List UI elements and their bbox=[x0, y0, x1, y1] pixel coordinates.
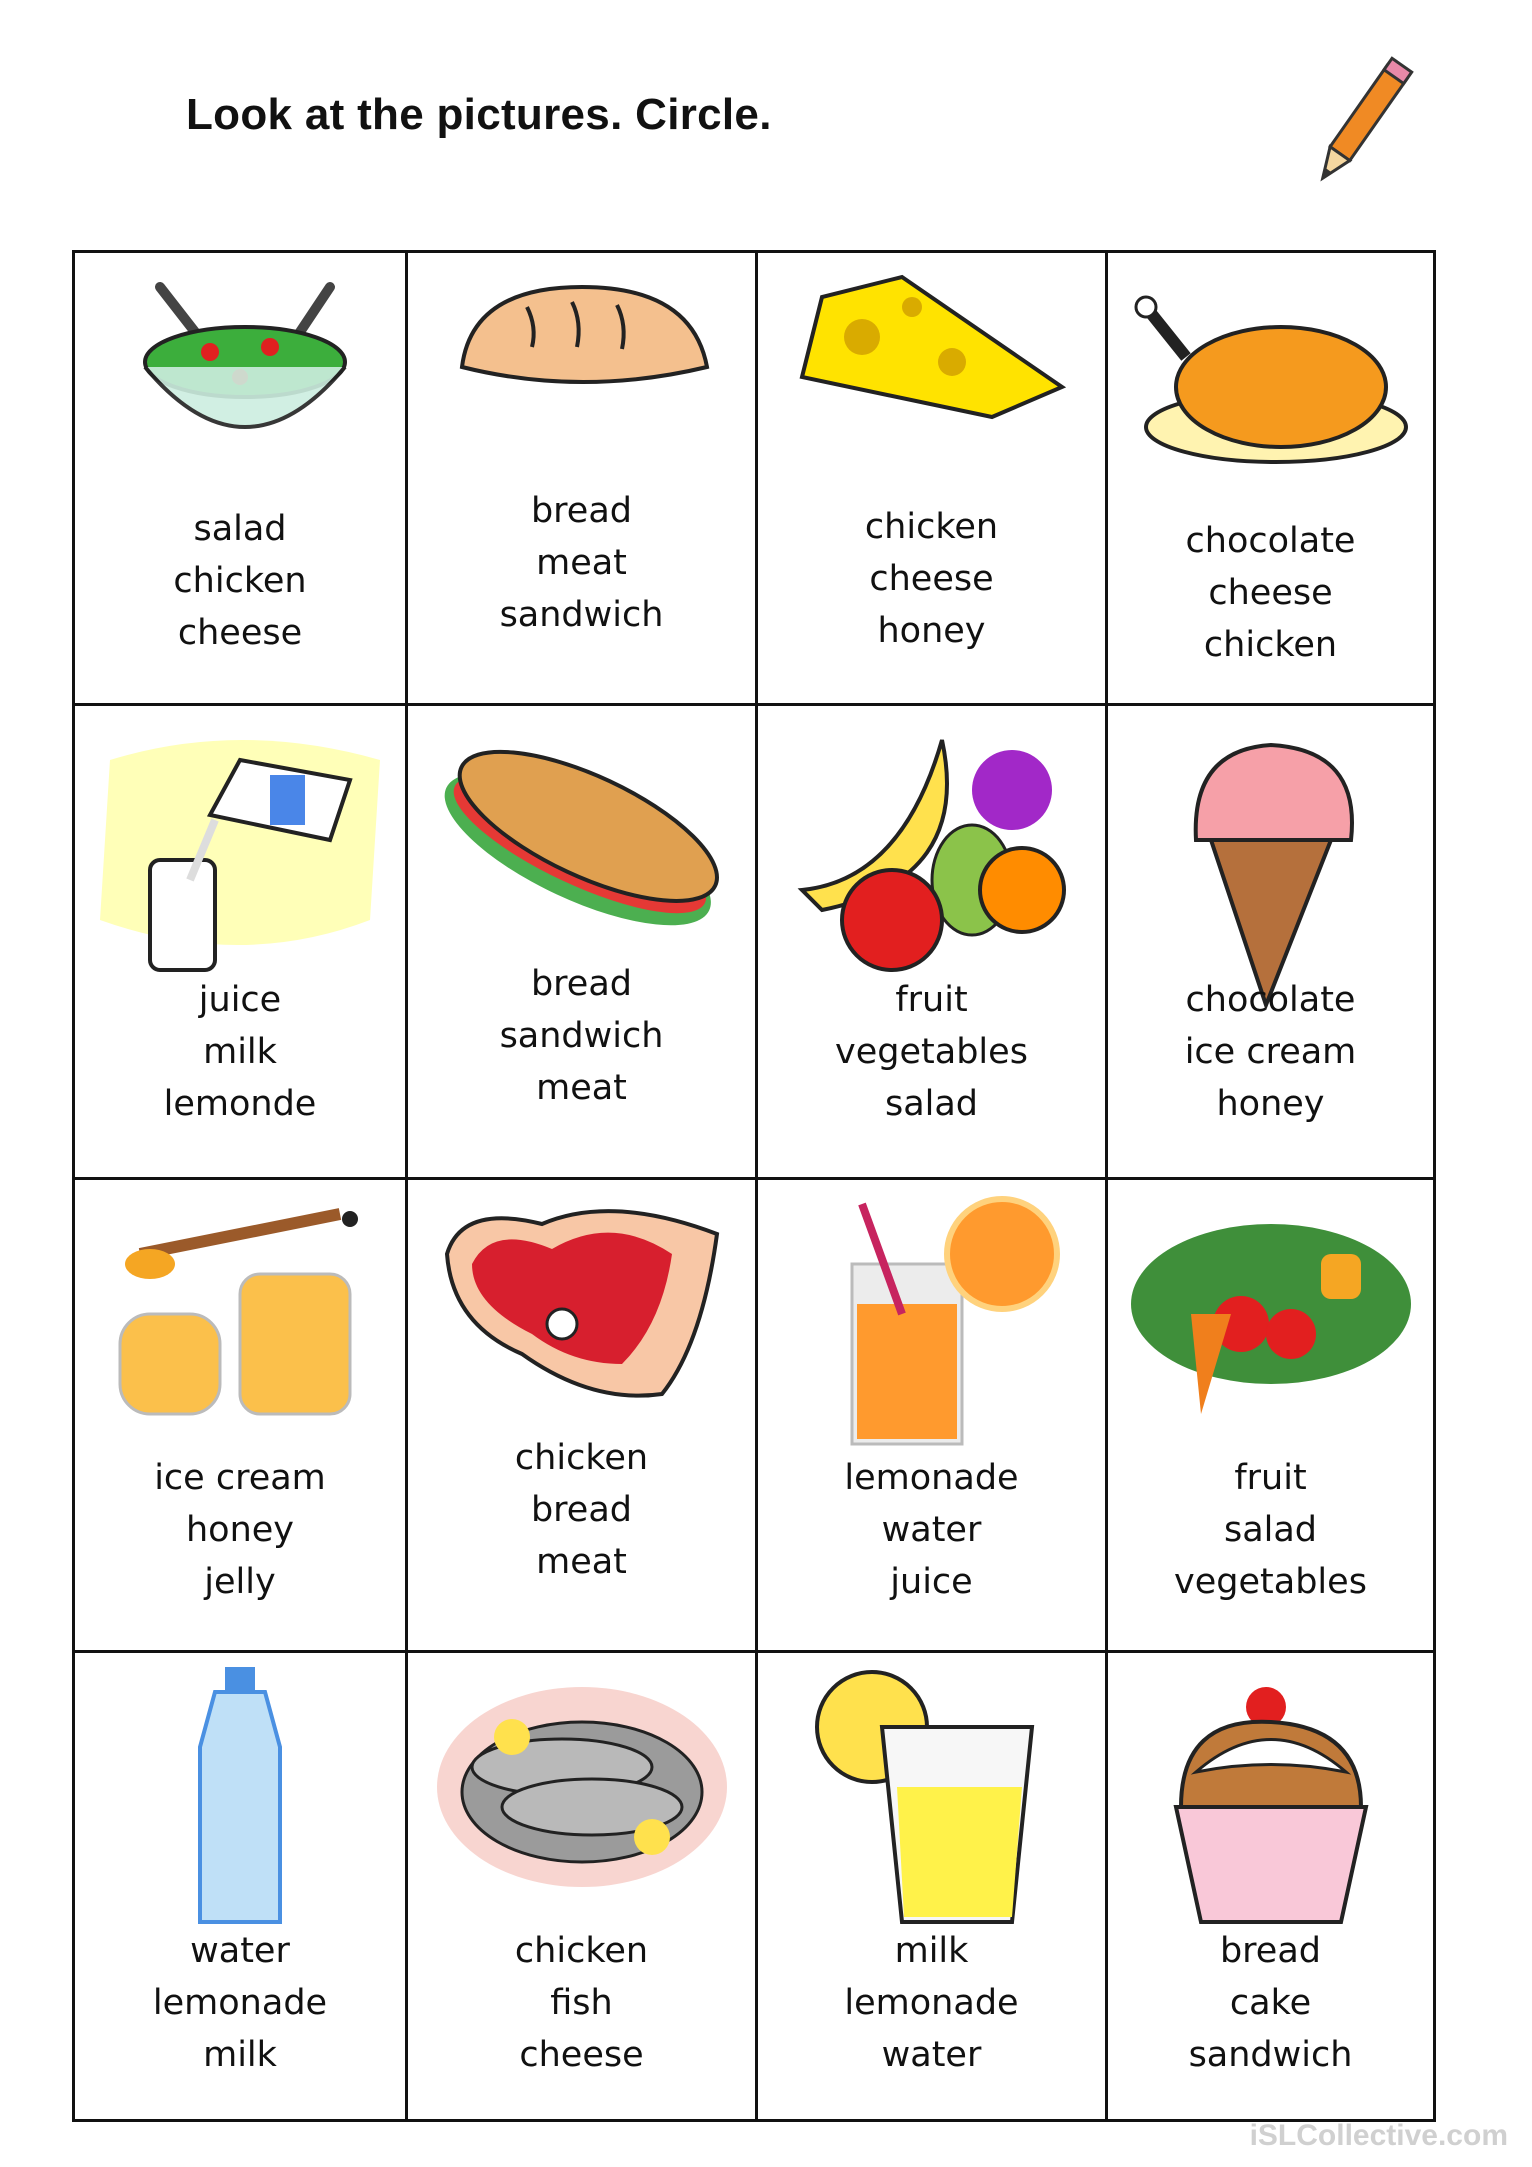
fruit-icon bbox=[782, 720, 1082, 984]
word-option[interactable]: cake bbox=[1229, 1983, 1312, 2023]
meat-icon bbox=[432, 1194, 732, 1418]
food-cell bbox=[1108, 1180, 1433, 1650]
honey-icon bbox=[100, 1194, 380, 1438]
food-grid bbox=[72, 250, 1436, 2122]
word-option[interactable]: meat bbox=[536, 1068, 627, 1108]
word-option[interactable]: chicken bbox=[864, 507, 999, 547]
cheese-icon bbox=[792, 267, 1072, 441]
word-choices bbox=[1108, 974, 1433, 1130]
word-option[interactable]: meat bbox=[536, 543, 627, 583]
word-choices bbox=[408, 485, 755, 641]
word-option[interactable]: cheese bbox=[1208, 573, 1333, 613]
word-option[interactable]: salad bbox=[1223, 1510, 1318, 1550]
word-option[interactable]: ice cream bbox=[154, 1458, 326, 1498]
food-cell bbox=[75, 1653, 405, 2119]
food-cell bbox=[408, 1180, 755, 1650]
word-option[interactable]: chicken bbox=[1203, 625, 1338, 665]
word-option[interactable]: honey bbox=[185, 1510, 295, 1550]
food-cell bbox=[758, 706, 1105, 1177]
word-option[interactable]: milk bbox=[203, 2035, 277, 2075]
word-option[interactable]: ice cream bbox=[1184, 1032, 1357, 1072]
fish-icon bbox=[432, 1667, 732, 1901]
word-choices bbox=[408, 958, 755, 1114]
food-cell bbox=[75, 253, 405, 703]
food-cell bbox=[1108, 253, 1433, 703]
word-option[interactable]: chicken bbox=[514, 1438, 649, 1478]
word-choices bbox=[758, 974, 1105, 1130]
word-option[interactable]: lemonade bbox=[844, 1983, 1019, 2023]
word-option[interactable]: salad bbox=[884, 1084, 979, 1124]
food-cell bbox=[408, 706, 755, 1177]
word-option[interactable]: meat bbox=[536, 1542, 627, 1582]
word-option[interactable]: bread bbox=[530, 1490, 633, 1530]
word-option[interactable]: lemonade bbox=[152, 1983, 328, 2023]
food-cell bbox=[758, 1653, 1105, 2119]
juice-icon bbox=[802, 1194, 1062, 1458]
word-option[interactable]: sandwich bbox=[499, 595, 664, 635]
vegetables-icon bbox=[1121, 1194, 1421, 1428]
word-option[interactable]: cheese bbox=[869, 559, 994, 599]
lemonade-icon bbox=[812, 1667, 1052, 1931]
word-option[interactable]: water bbox=[190, 1931, 290, 1971]
word-choices bbox=[758, 1925, 1105, 2081]
word-option[interactable]: bread bbox=[530, 491, 633, 531]
watermark: iSLCollective.com bbox=[1249, 2119, 1508, 2152]
food-cell bbox=[408, 253, 755, 703]
food-cell bbox=[75, 706, 405, 1177]
word-option[interactable]: chicken bbox=[173, 561, 307, 601]
word-option[interactable]: water bbox=[881, 1510, 982, 1550]
word-option[interactable]: fish bbox=[550, 1983, 613, 2023]
word-choices bbox=[408, 1925, 755, 2081]
food-cell bbox=[408, 1653, 755, 2119]
word-option[interactable]: bread bbox=[1219, 1931, 1322, 1971]
word-choices bbox=[75, 1925, 405, 2081]
word-choices bbox=[75, 974, 405, 1130]
sandwich-icon bbox=[432, 720, 732, 964]
word-option[interactable]: sandwich bbox=[1188, 2035, 1353, 2075]
word-choices bbox=[75, 503, 405, 659]
word-option[interactable]: honey bbox=[877, 611, 986, 651]
word-option[interactable]: cheese bbox=[519, 2035, 644, 2075]
word-option[interactable]: chocolate bbox=[1185, 980, 1356, 1020]
word-option[interactable]: bread bbox=[530, 964, 633, 1004]
word-choices bbox=[1108, 1925, 1433, 2081]
food-cell bbox=[1108, 1653, 1433, 2119]
word-option[interactable]: vegetables bbox=[835, 1032, 1028, 1072]
water-bottle-icon bbox=[185, 1667, 295, 1931]
pencil-icon bbox=[1300, 50, 1420, 200]
word-option[interactable]: milk bbox=[203, 1032, 277, 1072]
word-option[interactable]: lemonde bbox=[163, 1084, 317, 1124]
word-choices bbox=[758, 1452, 1105, 1608]
word-option[interactable]: vegetables bbox=[1174, 1562, 1367, 1602]
ice-cream-icon bbox=[1171, 720, 1371, 1014]
roast-chicken-icon bbox=[1126, 267, 1416, 471]
word-choices bbox=[408, 1432, 755, 1588]
word-choices bbox=[1108, 1452, 1433, 1608]
cupcake-icon bbox=[1161, 1667, 1381, 1931]
word-option[interactable]: cheese bbox=[177, 613, 303, 653]
word-option[interactable]: honey bbox=[1216, 1084, 1325, 1124]
word-option[interactable]: lemonade bbox=[844, 1458, 1019, 1498]
milk-icon bbox=[90, 720, 390, 984]
worksheet-title: Look at the pictures. Circle. bbox=[186, 90, 772, 139]
word-option[interactable]: juice bbox=[890, 1562, 973, 1602]
word-option[interactable]: chicken bbox=[514, 1931, 649, 1971]
salad-icon bbox=[120, 267, 360, 451]
food-cell bbox=[1108, 706, 1433, 1177]
food-cell bbox=[758, 253, 1105, 703]
bread-icon bbox=[442, 267, 722, 411]
word-option[interactable]: jelly bbox=[204, 1562, 276, 1602]
word-option[interactable]: sandwich bbox=[499, 1016, 664, 1056]
word-choices bbox=[758, 501, 1105, 657]
word-option[interactable]: fruit bbox=[895, 980, 968, 1020]
word-option[interactable]: fruit bbox=[1234, 1458, 1307, 1498]
word-option[interactable]: juice bbox=[198, 980, 282, 1020]
word-option[interactable]: milk bbox=[894, 1931, 969, 1971]
word-option[interactable]: water bbox=[881, 2035, 982, 2075]
word-choices bbox=[1108, 515, 1433, 671]
word-option[interactable]: salad bbox=[193, 509, 287, 549]
food-cell bbox=[75, 1180, 405, 1650]
word-choices bbox=[75, 1452, 405, 1608]
food-cell bbox=[758, 1180, 1105, 1650]
word-option[interactable]: chocolate bbox=[1185, 521, 1356, 561]
